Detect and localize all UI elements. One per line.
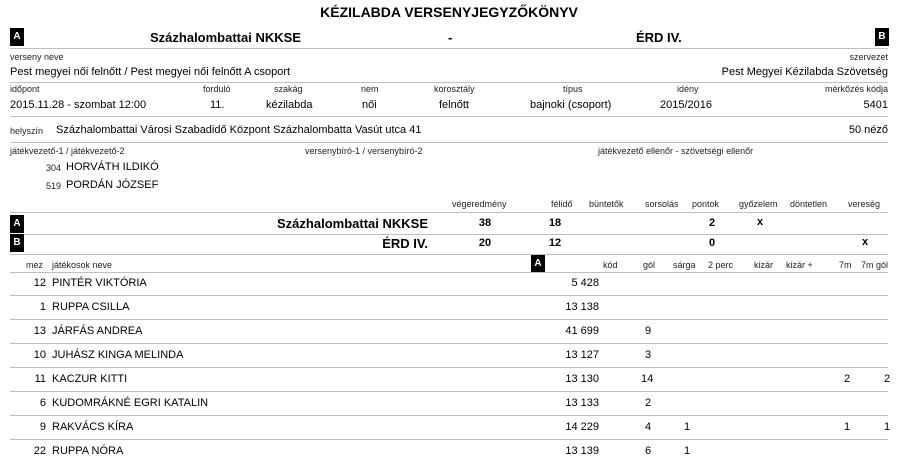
player-sarga: 1: [684, 445, 691, 457]
result-b-final: 20: [478, 237, 492, 249]
nezo-count: [849, 124, 888, 136]
felido-header: félidő: [551, 199, 573, 209]
player-kod: 13 127: [565, 349, 599, 361]
jatekvezeto-label: játékvezető-1 / játékvezető-2: [10, 146, 125, 156]
player-mez: 13: [33, 325, 46, 337]
referee-1-name: HORVÁTH ILDIKÓ: [66, 161, 159, 173]
referee-1-code: 304: [46, 163, 62, 173]
player-kod: 13 133: [565, 397, 599, 409]
korosztaly-label: korosztály: [434, 84, 475, 94]
pontok-header: pontok: [692, 199, 720, 209]
player-mez: 1: [39, 301, 46, 313]
player-mez: 9: [39, 421, 46, 433]
player-kod: 13 130: [565, 373, 599, 385]
player-name: JUHÁSZ KINGA MELINDA: [52, 349, 184, 361]
page-title: KÉZILABDA VERSENYJEGYZŐKÖNYV: [320, 4, 578, 20]
player-hetmgol: 1: [884, 421, 891, 433]
player-gol: 3: [645, 349, 652, 361]
result-b-points: 0: [708, 237, 716, 249]
result-a-win: x: [756, 216, 764, 228]
team-a-badge: A: [10, 28, 24, 46]
table-row: [0, 320, 898, 344]
sarga-header: sárga: [673, 260, 696, 270]
player-kod: 13 139: [565, 445, 599, 457]
ellenor-label: játékvezető ellenőr - szövetségi ellenőr: [598, 146, 754, 156]
player-gol: 14: [641, 373, 654, 385]
player-name: RUPPA NÓRA: [52, 445, 124, 457]
result-b-half: 12: [548, 237, 562, 249]
table-row: [0, 416, 898, 440]
helyszin-label: helyszín: [10, 126, 44, 136]
kod-header: kód: [603, 260, 618, 270]
result-a-half: 18: [548, 217, 562, 229]
hetm-header: 7m: [839, 260, 852, 270]
sorsolas-header: sorsolás: [645, 199, 679, 209]
nezo-label: néző: [864, 124, 888, 136]
player-name: RAKVÁCS KÍRA: [52, 421, 134, 433]
referee-2-code: 519: [46, 181, 62, 191]
result-a-team: Százhalombattai NKKSE: [277, 216, 428, 231]
player-kod: 13 138: [565, 301, 599, 313]
idopont-value: 2015.11.28 - szombat 12:00: [10, 99, 147, 111]
dontetlen-header: döntetlen: [790, 199, 828, 209]
player-gol: 6: [645, 445, 652, 457]
hetmgol-header: 7m gól: [861, 260, 889, 270]
kod-label: mérkőzés kódja: [824, 84, 888, 94]
player-kod: 5 428: [571, 277, 599, 289]
header-separator: -: [448, 30, 453, 45]
player-gol: 9: [645, 325, 652, 337]
mez-header: mez: [26, 260, 44, 270]
verseny-value: Pest megyei női felnőtt / Pest megyei női felnőtt A csoport: [10, 66, 291, 78]
table-row: [0, 272, 898, 296]
nem-value: női: [362, 99, 377, 111]
nem-label: nem: [361, 84, 379, 94]
player-hetm: 2: [844, 373, 851, 385]
player-mez: 12: [33, 277, 46, 289]
table-row: [0, 368, 898, 392]
buntetok-header: büntetők: [589, 199, 624, 209]
ketperc-header: 2 perc: [708, 260, 734, 270]
vegeredmeny-header: végeredmény: [452, 199, 507, 209]
player-name: KUDOMRÁKNÉ EGRI KATALIN: [52, 397, 209, 409]
player-sarga: 1: [684, 421, 691, 433]
vereseg-header: vereség: [848, 199, 881, 209]
result-b-team: ÉRD IV.: [382, 236, 428, 251]
idopont-label: időpont: [10, 84, 40, 94]
szakag-label: szakág: [274, 84, 303, 94]
verseny-label: verseny neve: [10, 52, 64, 62]
szakag-value: kézilabda: [266, 99, 313, 111]
tipus-value: bajnoki (csoport): [530, 99, 612, 111]
player-gol: 2: [645, 397, 652, 409]
ideny-value: 2015/2016: [660, 99, 712, 111]
table-row: [0, 344, 898, 368]
referee-2-name: PORDÁN JÓZSEF: [66, 179, 159, 191]
player-name: JÁRFÁS ANDREA: [52, 325, 143, 337]
fordulo-value: 11.: [210, 99, 225, 111]
result-b-loss: x: [861, 236, 869, 248]
table-row: [0, 392, 898, 416]
team-b-badge: B: [875, 28, 889, 46]
header-team-b: ÉRD IV.: [636, 30, 682, 45]
player-gol: 4: [645, 421, 652, 433]
ideny-label: idény: [677, 84, 699, 94]
player-name: RUPPA CSILLA: [52, 301, 130, 313]
player-mez: 22: [33, 445, 46, 457]
player-mez: 10: [33, 349, 46, 361]
player-name: PINTÉR VIKTÓRIA: [52, 277, 147, 289]
result-a-points: 2: [708, 217, 716, 229]
player-hetmgol: 2: [884, 373, 891, 385]
kod-value: 5401: [863, 99, 888, 111]
korosztaly-value: felnőtt: [439, 99, 469, 111]
players-team-badge: A: [531, 255, 545, 273]
table-row: [0, 296, 898, 320]
player-mez: 11: [34, 373, 46, 385]
gyozelem-header: győzelem: [739, 199, 778, 209]
result-a-badge: A: [10, 215, 24, 233]
name-header: játékosok neve: [52, 260, 113, 270]
nezo-value: 50: [848, 124, 862, 136]
fordulo-label: forduló: [203, 84, 231, 94]
player-name: KACZUR KITTI: [52, 373, 128, 385]
player-kod: 41 699: [565, 325, 599, 337]
versenybiro-label: versenybíró-1 / versenybíró-2: [305, 146, 423, 156]
gol-header: gól: [643, 260, 656, 270]
kizar-header: kizár: [754, 260, 774, 270]
table-row: [0, 440, 898, 464]
result-b-badge: B: [10, 234, 24, 252]
player-mez: 6: [39, 397, 46, 409]
header-team-a: Százhalombattai NKKSE: [150, 30, 301, 45]
szervezet-value: Pest Megyei Kézilabda Szövetség: [721, 66, 888, 78]
result-a-final: 38: [478, 217, 492, 229]
kizarplus-header: kizár +: [786, 260, 813, 270]
player-kod: 14 229: [565, 421, 599, 433]
player-hetm: 1: [844, 421, 851, 433]
tipus-label: típus: [563, 84, 583, 94]
szervezet-label: szervezet: [849, 52, 888, 62]
helyszin-value: Százhalombattai Városi Szabadidő Központ Százhalombatta Vasút utca 41: [56, 124, 422, 136]
